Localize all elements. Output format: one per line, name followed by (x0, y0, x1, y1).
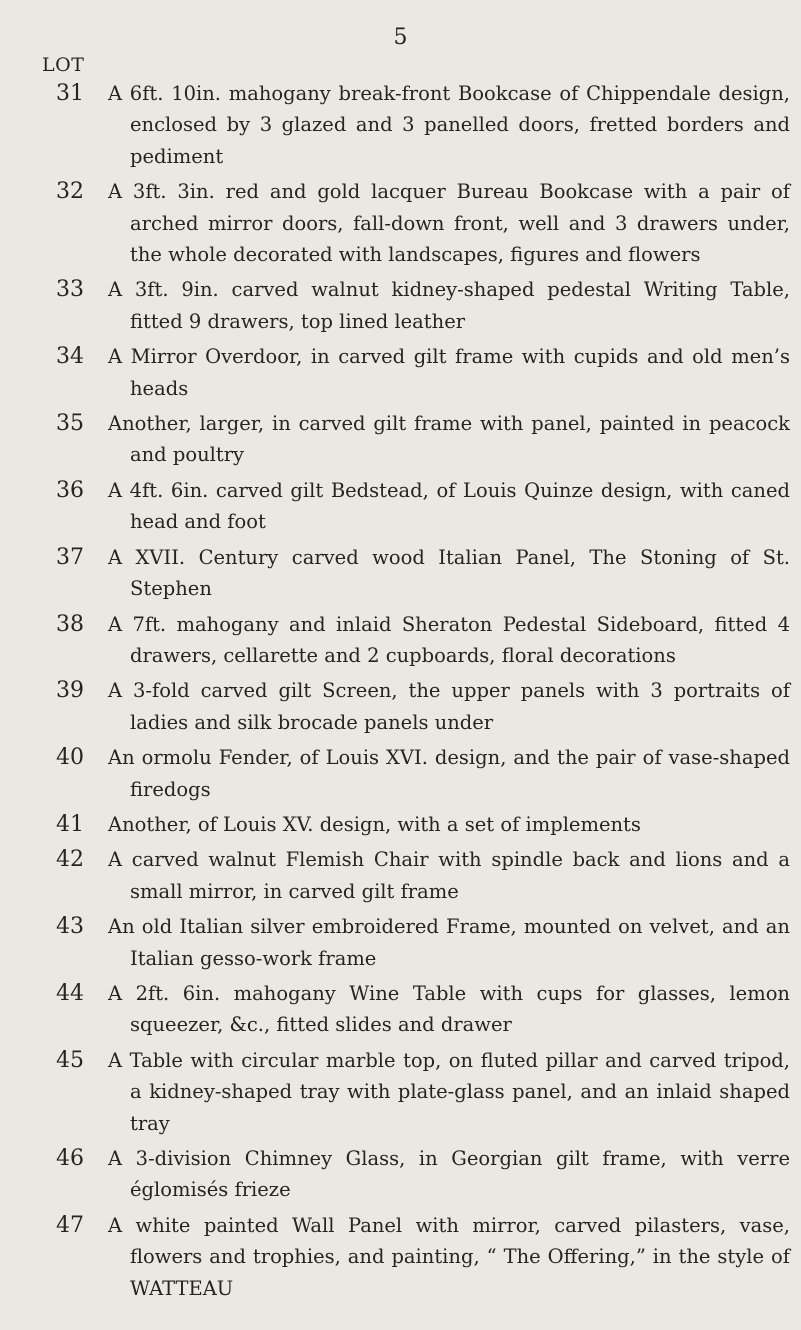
lot-list (0, 78, 801, 1308)
lot-description: A XVII. Century carved wood Italian Panel, The Stoning of St. Stephen (108, 545, 790, 601)
lot-entry (0, 1210, 801, 1304)
lot-description: An old Italian silver embroidered Frame, mounted on velvet, and an Italian gesso-work frame (108, 915, 790, 970)
lot-entry (0, 542, 801, 605)
lot-entry (0, 408, 801, 471)
lot-entry (0, 742, 801, 805)
lot-description: A 4ft. 6in. carved gilt Bedstead, of Louis Quinze design, with caned head and foot (108, 478, 790, 534)
lot-entry (0, 341, 801, 404)
lot-entry (0, 274, 801, 337)
lot-entry (0, 911, 801, 974)
lot-entry (0, 176, 801, 270)
lot-description: A 6ft. 10in. mahogany break-front Bookcase of Chippendale design, enclosed by 3 glazed and 3 panelled doors, fretted borders and pediment (108, 82, 790, 168)
lot-number: 33 (56, 277, 84, 303)
lot-number: 37 (56, 544, 84, 570)
lot-description: A 3ft. 9in. carved walnut kidney-shaped pedestal Writing Table, fitted 9 drawers, top lined leather (108, 278, 790, 333)
lot-number: 42 (56, 847, 84, 873)
page-number: 5 (393, 25, 408, 50)
lot-description: A 7ft. mahogany and inlaid Sheraton Pedestal Sideboard, fitted 4 drawers, cellarette and 2 cupboards, floral decorations (108, 612, 790, 667)
lot-description: Another, larger, in carved gilt frame with panel, painted in peacock and poultry (108, 412, 790, 467)
lot-column-header: LOT (42, 54, 85, 76)
lot-entry (0, 1045, 801, 1139)
lot-entry (0, 1143, 801, 1206)
lot-entry (0, 809, 801, 840)
lot-number: 31 (56, 81, 84, 106)
lot-description: A 3-fold carved gilt Screen, the upper panels with 3 portraits of ladies and silk brocade panels under (108, 679, 790, 734)
lot-description: An ormolu Fender, of Louis XVI. design, and the pair of vase-shaped firedogs (108, 746, 790, 801)
lot-number: 47 (56, 1212, 84, 1238)
lot-number: 44 (56, 980, 84, 1006)
lot-number: 46 (56, 1146, 84, 1171)
lot-description: A Table with circular marble top, on fluted pillar and carved tripod, a kidney-shaped tray with plate-glass panel, and an inlaid shaped tray (108, 1048, 790, 1135)
lot-description: A carved walnut Flemish Chair with spindle back and lions and a small mirror, in carved gilt frame (108, 848, 790, 903)
lot-entry (0, 609, 801, 672)
lot-entry (0, 844, 801, 907)
lot-number: 38 (56, 611, 84, 637)
lot-number: 39 (56, 678, 84, 704)
lot-number: 35 (56, 411, 84, 437)
lot-description: A 3-division Chimney Glass, in Georgian gilt frame, with verre églomisés frieze (108, 1147, 790, 1202)
lot-description: A Mirror Overdoor, in carved gilt frame with cupids and old men’s heads (108, 345, 790, 400)
lot-number: 40 (56, 745, 84, 771)
lot-entry (0, 475, 801, 538)
lot-number: 34 (56, 344, 84, 370)
lot-number: 32 (56, 179, 84, 205)
lot-entry (0, 78, 801, 172)
lot-entry (0, 675, 801, 738)
lot-number: 41 (56, 811, 84, 837)
lot-entry (0, 978, 801, 1041)
lot-description: A 2ft. 6in. mahogany Wine Table with cups for glasses, lemon squeezer, &c., fitted slides and drawer (108, 981, 790, 1037)
lot-number: 36 (56, 477, 84, 503)
lot-description: Another, of Louis XV. design, with a set of implements (108, 812, 641, 836)
lot-description: A 3ft. 3in. red and gold lacquer Bureau Bookcase with a pair of arched mirror doors, fall-down front, well and 3 drawers under, the whole decorated with landscapes, figures and flowers (108, 180, 790, 267)
lot-number: 43 (56, 914, 84, 940)
lot-description: A white painted Wall Panel with mirror, carved pilasters, vase, flowers and trophies, and painting, “ The Offering,” in the style of WATTEAU (108, 1213, 790, 1300)
lot-number: 45 (56, 1047, 84, 1073)
